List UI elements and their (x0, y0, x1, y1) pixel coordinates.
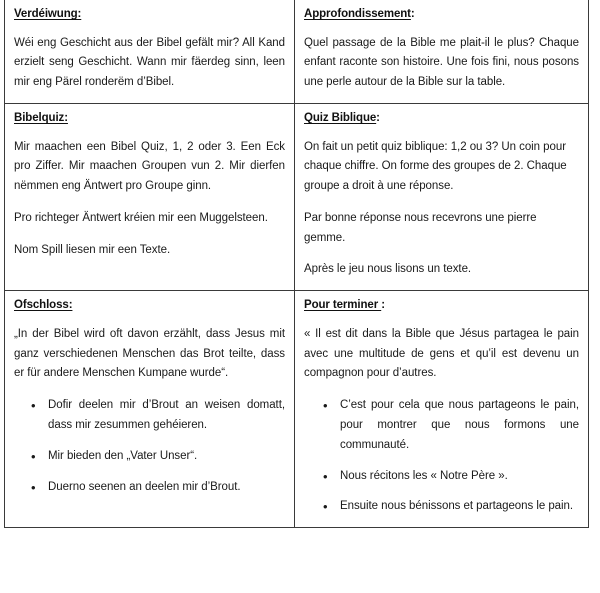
cell-heading (14, 110, 285, 127)
cell-heading-tail: : (376, 111, 380, 124)
cell-heading-text: Verdéiwung: (14, 8, 82, 20)
cell-paragraph: On fait un petit quiz biblique: 1,2 ou 3? Un coin pour chaque chiffre. On forme des groupes de 2. Chaque groupe a droit à une réponse. (304, 140, 567, 193)
cell-heading (304, 6, 579, 23)
cell-heading-tail: : (410, 8, 415, 20)
cell-heading (14, 297, 285, 314)
cell-heading (304, 110, 579, 127)
list-item: • Dofir deelen mir d’Brout an weisen domatt, dass mir zesummen gehéieren. (14, 396, 285, 436)
cell-heading-text: Ofschloss: (14, 299, 73, 312)
cell-heading-text: Pour terminer (304, 299, 382, 312)
list-item: • Mir bieden den „Vater Unser“. (14, 447, 285, 467)
cell-paragraph: Wéi eng Geschicht aus der Bibel gefält mir? All Kand erzielt seng Geschicht. Wann mir fäerdeg sinn, leen mir eng Pärel ronderëm d’Bibel. (14, 36, 285, 89)
table-cell-approfondissement (295, 0, 589, 103)
table-cell-ofschloss (5, 291, 295, 528)
cell-paragraph: Mir maachen een Bibel Quiz, 1, 2 oder 3. Een Eck pro Ziffer. Mir maachen Groupen vun 2. Mir dierfen nëmmen eng Äntwert pro Groupe ginn. (14, 140, 285, 193)
cell-heading (14, 6, 285, 23)
table-row (5, 103, 589, 290)
cell-paragraph: Pro richteger Äntwert kréien mir een Muggelsteen. (14, 211, 268, 224)
table-cell-pour-terminer (295, 291, 589, 528)
activities-table (4, 0, 589, 528)
table-row (5, 0, 589, 103)
cell-paragraph: « Il est dit dans la Bible que Jésus partagea le pain avec une multitude de gens et qu’il est devenu un compagnon pour d’autres. (304, 327, 579, 380)
cell-heading-tail: : (381, 299, 385, 312)
table-cell-bibelquiz (5, 103, 295, 290)
cell-bullet-list (14, 396, 285, 497)
table-cell-verdeiwung (5, 0, 295, 103)
cell-paragraph: Après le jeu nous lisons un texte. (304, 263, 472, 276)
cell-paragraph: Par bonne réponse nous recevrons une pierre gemme. (304, 211, 537, 244)
cell-paragraph: Nom Spill liesen mir een Texte. (14, 243, 171, 256)
cell-bullet-list (304, 396, 579, 517)
cell-heading (304, 297, 579, 314)
list-item: • Ensuite nous bénissons et partageons le pain. (304, 497, 579, 517)
table-row (5, 291, 589, 528)
cell-heading-text: Approfondissement (304, 8, 411, 20)
table-cell-quiz-biblique (295, 103, 589, 290)
cell-paragraph: „In der Bibel wird oft davon erzählt, dass Jesus mit ganz verschiedenen Menschen das Brot teilte, dass er für andere Menschen Kumpane wurde“. (14, 327, 285, 380)
list-item: • Duerno seenen an deelen mir d’Brout. (14, 478, 285, 498)
cell-paragraph: Quel passage de la Bible me plait-il le plus? Chaque enfant raconte son histoire. Une fois fini, nous posons une perle autour de la Bible sur la table. (304, 36, 579, 89)
cell-heading-text: Bibelquiz: (14, 111, 68, 124)
cell-heading-text: Quiz Biblique (304, 111, 377, 124)
list-item: • C’est pour cela que nous partageons le pain, pour montrer que nous formons une communauté. (304, 396, 579, 455)
list-item: • Nous récitons les « Notre Père ». (304, 467, 579, 487)
